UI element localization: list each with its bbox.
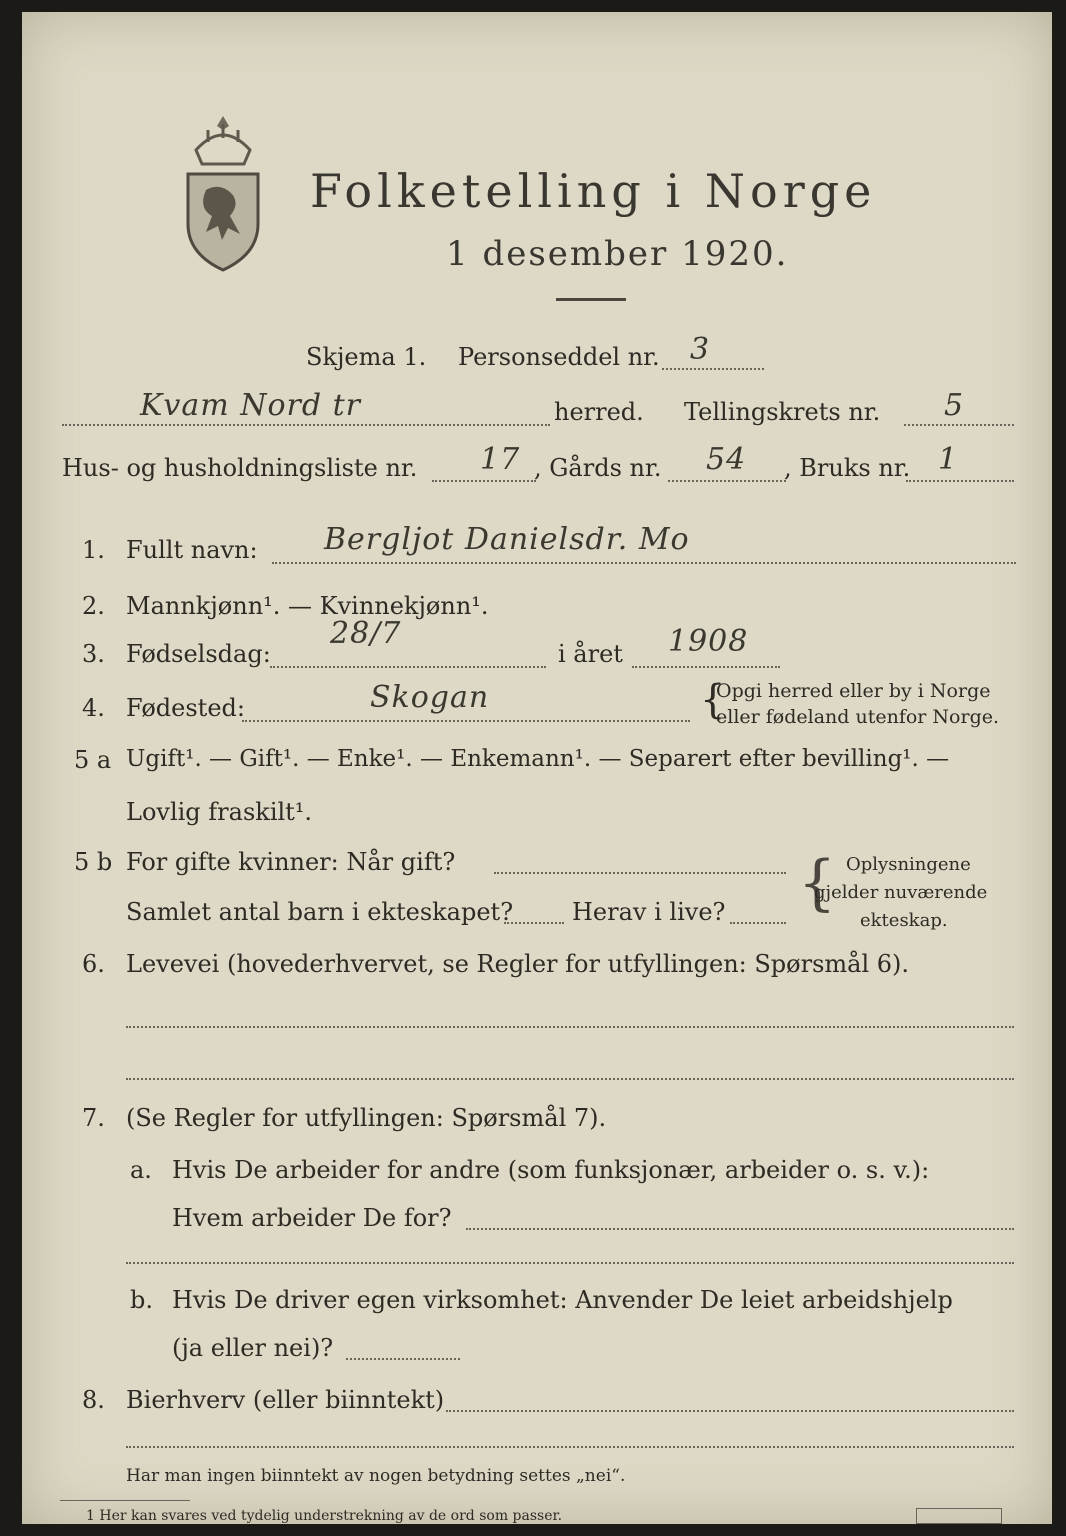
skjema-label: Skjema 1. [306,343,427,371]
personseddel-label: Personseddel nr. [458,343,660,371]
q8-label: Bierhverv (eller biinntekt) [126,1386,445,1414]
q1-line [272,562,1016,564]
q2-label: Mannkjønn¹. — Kvinnekjønn¹. [126,592,489,620]
q7a-line [466,1228,1014,1230]
q8-number: 8. [82,1386,105,1414]
herred-line [62,424,550,426]
q5a-number: 5 a [74,746,112,774]
q5b-note-3: ekteskap. [860,910,948,931]
q4-note-2: eller fødeland utenfor Norge. [716,706,1000,728]
q2-number: 2. [82,592,105,620]
q5b-label-3: Herav i live? [572,898,726,926]
form-date: 1 desember 1920. [446,234,789,274]
q6-number: 6. [82,950,105,978]
bruks-line [906,480,1014,482]
q7a-letter: a. [130,1156,152,1184]
tellingskrets-value[interactable]: 5 [944,388,965,423]
birth-year-value[interactable]: 1908 [668,624,749,659]
full-name-value[interactable]: Bergljot Danielsdr. Mo [324,522,690,557]
q1-label: Fullt navn: [126,536,258,564]
title-divider [556,298,626,301]
q7-number: 7. [82,1104,105,1132]
q3-label: Fødselsdag: [126,640,271,668]
q3-line [270,666,546,668]
footnote: 1 Her kan svares ved tydelig understrekning av de ord som passer. [86,1508,563,1524]
q4-label: Fødested: [126,694,245,722]
q6-label: Levevei (hovederhvervet, se Regler for utfyllingen: Spørsmål 6). [126,950,910,978]
gards-line [668,480,786,482]
husliste-value[interactable]: 17 [480,442,521,477]
q5b-line-2 [504,922,564,924]
q3-number: 3. [82,640,105,668]
birthdate-value[interactable]: 28/7 [330,616,402,651]
bruks-value[interactable]: 1 [938,442,959,477]
q4-brace: { [700,677,726,723]
q8-line-1 [446,1410,1014,1412]
q5b-label-2: Samlet antal barn i ekteskapet? [126,898,514,926]
q5b-label: For gifte kvinner: Når gift? [126,848,456,876]
footer-note: Har man ingen biinntekt av nogen betydning settes „nei“. [126,1466,626,1486]
q8-line-2 [126,1446,1014,1448]
q7-label: (Se Regler for utfyllingen: Spørsmål 7). [126,1104,607,1132]
q1-number: 1. [82,536,105,564]
tellingskrets-line [904,424,1014,426]
q5b-note-2: gjelder nuværende [814,882,988,903]
q6-line-1 [126,1026,1014,1028]
herred-value[interactable]: Kvam Nord tr [140,388,362,423]
q5b-line-1 [494,872,786,874]
q4-number: 4. [82,694,105,722]
coat-of-arms-icon [178,112,268,272]
q5b-line-3 [730,922,786,924]
q3-year-line [632,666,780,668]
q7b-label: Hvis De driver egen virksomhet: Anvender De leiet arbeidshjelp [172,1286,953,1314]
bruks-label: , Bruks nr. [784,454,911,482]
personseddel-line [662,368,764,370]
gards-label: , Gårds nr. [534,454,662,482]
q3-year-label: i året [558,640,623,668]
q7a-label-2: Hvem arbeider De for? [172,1204,452,1232]
form-title: Folketelling i Norge [310,164,877,218]
q5b-number: 5 b [74,848,113,876]
birthplace-value[interactable]: Skogan [370,680,490,715]
personseddel-value[interactable]: 3 [690,332,711,367]
q4-line [242,720,690,722]
herred-label: herred. [554,398,644,426]
q5a-label-2: Lovlig fraskilt¹. [126,798,313,826]
husliste-label: Hus- og husholdningsliste nr. [62,454,418,482]
footnote-rule [60,1500,190,1501]
q5b-brace: { [798,848,837,918]
q7b-label-2: (ja eller nei)? [172,1334,334,1362]
q4-note-1: Opgi herred eller by i Norge [716,680,991,702]
q7b-line [346,1358,460,1360]
q5b-note-1: Oplysningene [846,854,971,875]
q5a-label: Ugift¹. — Gift¹. — Enke¹. — Enkemann¹. — Separert efter bevilling¹. — [126,746,950,772]
q7a-label: Hvis De arbeider for andre (som funksjonær, arbeider o. s. v.): [172,1156,930,1184]
q7a-line-2 [126,1262,1014,1264]
husliste-line [432,480,536,482]
printer-stamp [916,1508,1002,1524]
tellingskrets-label: Tellingskrets nr. [684,398,881,426]
q7b-letter: b. [130,1286,153,1314]
q6-line-2 [126,1078,1014,1080]
gards-value[interactable]: 54 [706,442,747,477]
